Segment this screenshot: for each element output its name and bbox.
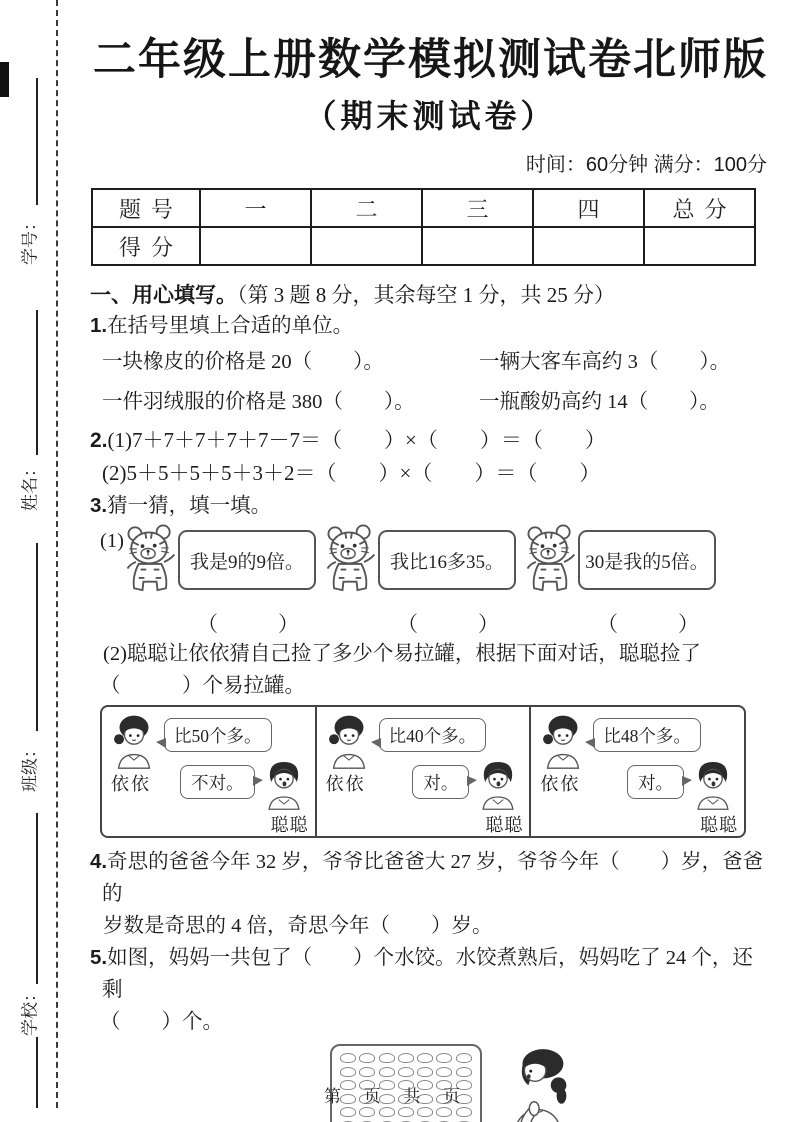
dumpling — [379, 1107, 395, 1117]
q3-part1-label: (1) — [100, 530, 124, 552]
page-title: 二年级上册数学模拟测试卷北师版 — [93, 36, 768, 84]
dumpling — [340, 1053, 356, 1063]
dumpling — [359, 1067, 375, 1077]
question-number: 4. — [90, 850, 108, 873]
question-number: 2. — [90, 429, 108, 452]
answer-blank: （ ） — [597, 612, 705, 636]
score-empty-cell — [533, 227, 644, 265]
girl-name: 依依 — [325, 774, 366, 794]
answer-blank: （ ） — [197, 612, 305, 636]
question-number: 1. — [90, 314, 108, 337]
boy-speech-bubble: 对。 — [627, 765, 684, 799]
margin-label-class: 班级： — [20, 741, 40, 792]
dumpling — [456, 1053, 472, 1063]
score-empty-cell — [422, 227, 533, 265]
q1-item: 一瓶酸奶高约 14（ ）。 — [479, 391, 720, 413]
score-table-header-cell: 题号 — [92, 189, 200, 227]
question-1-items — [90, 342, 771, 422]
dumpling — [436, 1053, 452, 1063]
tiger-speech-bubble: 我比16多35。 — [378, 530, 516, 590]
dumpling — [436, 1067, 452, 1077]
question-2-line2 — [90, 457, 771, 490]
boy-speech-bubble: 不对。 — [180, 765, 255, 799]
score-empty-cell — [200, 227, 311, 265]
score-label-cell: 得分 — [92, 227, 200, 265]
dialogue-panel — [102, 707, 317, 836]
question-4-line2: 岁数是奇思的 4 倍，奇思今年（ ）岁。 — [103, 915, 493, 937]
tiger-speech-bubble: 30是我的5倍。 — [578, 530, 716, 590]
exam-time-score-meta: 时间：60分钟 满分：100分 — [525, 154, 767, 176]
page-footer: 第 页 共 页 — [323, 1087, 470, 1106]
margin-fill-line — [36, 78, 38, 205]
dumpling — [340, 1107, 356, 1117]
girl-name: 依依 — [111, 774, 151, 794]
score-table-score-row — [92, 227, 755, 265]
q1-item: 一件羽绒服的价格是 380（ ）。 — [102, 391, 415, 413]
q1-item: 一块橡皮的价格是 20（ ）。 — [102, 351, 384, 373]
dumpling — [359, 1053, 375, 1063]
question-4-line1 — [90, 846, 771, 910]
boy-speech-bubble: 对。 — [412, 765, 469, 799]
margin-label-name: 姓名： — [20, 460, 40, 511]
q3-answer-blanks-row — [90, 608, 771, 638]
question-2-line1 — [90, 424, 771, 457]
dumpling — [398, 1067, 414, 1077]
tiger-icon — [320, 522, 380, 602]
question-3-stem — [90, 490, 771, 522]
paper-content — [90, 0, 771, 1122]
q3-part2-line2: （ ）个易拉罐。 — [100, 675, 305, 697]
score-table-header-cell: 三 — [422, 189, 533, 227]
question-3-text: 猜一猜，填一填。 — [107, 495, 272, 517]
girl-icon — [538, 712, 588, 770]
boy-icon — [474, 755, 522, 811]
question-number: 3. — [90, 494, 108, 517]
girl-icon — [324, 712, 374, 770]
margin-fill-line — [36, 310, 38, 455]
score-table-header-cell: 一 — [200, 189, 311, 227]
girl-icon — [109, 712, 159, 770]
dumpling — [456, 1107, 472, 1117]
page-subtitle: （期末测试卷） — [304, 98, 557, 134]
score-table-header-cell: 总分 — [644, 189, 755, 227]
boy-icon — [689, 755, 737, 811]
dumpling — [398, 1053, 414, 1063]
question-1-text: 在括号里填上合适的单位。 — [107, 315, 354, 337]
girl-speech-bubble: 比40个多。 — [379, 718, 487, 752]
score-table — [91, 188, 756, 266]
question-5-line2: （ ）个。 — [100, 1011, 223, 1033]
boy-name: 聪聪 — [270, 815, 309, 835]
question-4-text: 奇思的爸爸今年 32 岁，爷爷比爸爸大 27 岁，爷爷今年（ ）岁，爸爸的 — [102, 851, 764, 905]
q1-item: 一辆大客车高约 3（ ）。 — [479, 351, 731, 373]
q3-tigers-row — [90, 524, 771, 608]
dumpling — [340, 1067, 356, 1077]
dumpling — [417, 1053, 433, 1063]
dumpling — [436, 1107, 452, 1117]
margin-label-school: 学校： — [20, 985, 40, 1036]
dumpling — [398, 1107, 414, 1117]
margin-fill-line — [36, 813, 38, 984]
tiger-icon — [120, 522, 180, 602]
section-one-note: （第 3 题 8 分，其余每空 1 分，共 25 分） — [237, 283, 615, 307]
dialogue-panels — [100, 705, 746, 838]
score-empty-cell — [644, 227, 755, 265]
girl-speech-bubble: 比48个多。 — [593, 718, 701, 752]
binding-dashed-line — [56, 0, 58, 1108]
section-one-title: 一、用心填写。 — [90, 283, 237, 307]
binding-mark — [0, 62, 9, 97]
q3-part2-line1: (2)聪聪让依依猜自己捡了多少个易拉罐，根据下面对话，聪聪捡了 — [103, 643, 701, 665]
question-5-text: 如图，妈妈一共包了（ ）个水饺。水饺煮熟后，妈妈吃了 24 个，还剩 — [102, 947, 753, 1001]
dumpling — [379, 1053, 395, 1063]
tiger-icon — [520, 522, 580, 602]
dialogue-panel — [531, 707, 744, 836]
question-5-line1 — [90, 942, 771, 1006]
dumpling — [417, 1067, 433, 1077]
dumpling — [456, 1067, 472, 1077]
q2-equation-2: (2)5＋5＋5＋5＋3＋2＝（ ）×（ ）＝（ ） — [102, 461, 601, 485]
boy-name: 聪聪 — [485, 815, 524, 835]
answer-blank: （ ） — [397, 612, 505, 636]
boy-icon — [260, 755, 308, 811]
dialogue-panel — [317, 707, 532, 836]
question-1-stem — [90, 310, 771, 342]
score-table-header-cell: 四 — [533, 189, 644, 227]
tiger-speech-bubble: 我是9的9倍。 — [178, 530, 316, 590]
score-table-header-cell: 二 — [311, 189, 422, 227]
margin-fill-line — [36, 543, 38, 731]
score-table-header-row — [92, 189, 755, 227]
girl-name: 依依 — [540, 774, 581, 794]
q2-equation-1: (1)7＋7＋7＋7＋7－7＝（ ）×（ ）＝（ ） — [107, 428, 606, 452]
dumpling — [359, 1107, 375, 1117]
score-empty-cell — [311, 227, 422, 265]
boy-name: 聪聪 — [700, 815, 739, 835]
dumpling — [417, 1107, 433, 1117]
margin-label-student-id: 学号： — [20, 214, 40, 265]
section-one-heading — [90, 280, 771, 310]
question-number: 5. — [90, 946, 108, 969]
girl-speech-bubble: 比50个多。 — [164, 718, 272, 752]
dumpling — [379, 1067, 395, 1077]
